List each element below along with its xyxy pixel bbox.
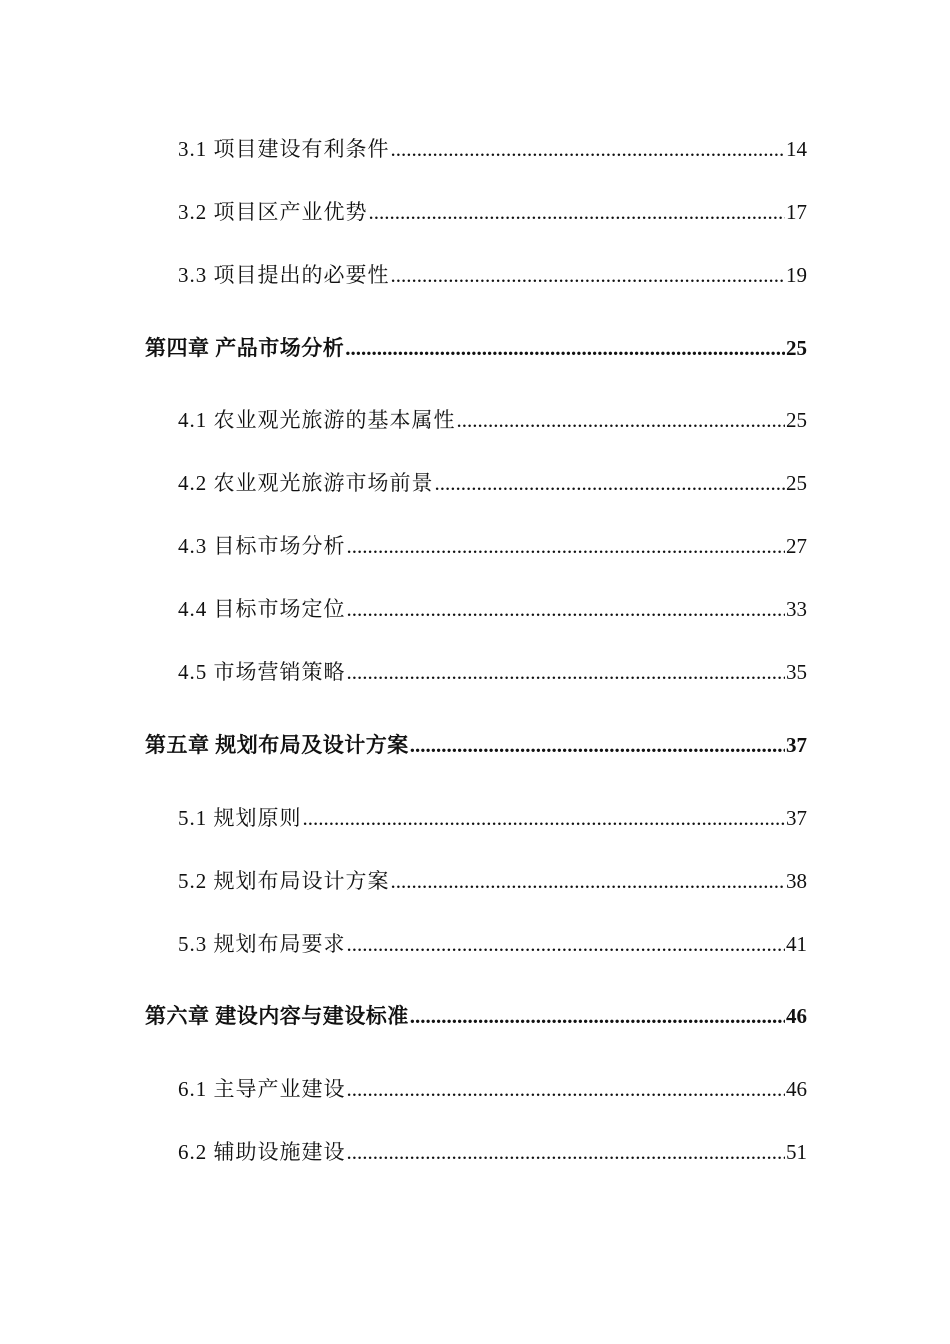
- toc-leader-dots: [391, 867, 786, 895]
- toc-entry-4-3[interactable]: [178, 532, 807, 560]
- toc-entry-4-2[interactable]: [178, 469, 807, 497]
- toc-entry-4-1[interactable]: [178, 406, 807, 434]
- toc-page-number: 25: [786, 336, 807, 360]
- toc-leader-dots: [345, 334, 785, 362]
- toc-entry-label: 4.2 农业观光旅游市场前景: [178, 471, 434, 495]
- toc-leader-dots: [347, 595, 786, 623]
- toc-entry-3-2[interactable]: [178, 198, 807, 226]
- toc-page-number: 46: [786, 1004, 807, 1028]
- toc-entry-5-3[interactable]: [178, 930, 807, 958]
- toc-page-number: 19: [786, 263, 807, 287]
- toc-leader-dots: [347, 930, 786, 958]
- toc-entry-label: 4.3 目标市场分析: [178, 534, 346, 558]
- toc-entry-label: 第四章 产品市场分析: [145, 336, 345, 360]
- toc-entry-6-1[interactable]: [178, 1075, 807, 1103]
- toc-entry-label: 6.1 主导产业建设: [178, 1077, 346, 1101]
- toc-entry-label: 第六章 建设内容与建设标准: [145, 1004, 409, 1028]
- toc-page-number: 37: [786, 733, 807, 757]
- toc-entry-label: 3.3 项目提出的必要性: [178, 263, 390, 287]
- toc-entry-4-4[interactable]: [178, 595, 807, 623]
- toc-leader-dots: [347, 532, 786, 560]
- toc-leader-dots: [391, 135, 786, 163]
- toc-leader-dots: [435, 469, 786, 497]
- toc-entry-chapter-4[interactable]: [145, 334, 807, 362]
- toc-entry-label: 第五章 规划布局及设计方案: [145, 733, 409, 757]
- toc-entry-chapter-6[interactable]: [145, 1002, 807, 1030]
- toc-entry-4-5[interactable]: [178, 658, 807, 686]
- toc-leader-dots: [347, 658, 786, 686]
- toc-page-number: 51: [786, 1140, 807, 1164]
- toc-page-number: 25: [786, 408, 807, 432]
- toc-page-number: 25: [786, 471, 807, 495]
- toc-page-number: 38: [786, 869, 807, 893]
- toc-entry-5-1[interactable]: [178, 804, 807, 832]
- toc-entry-chapter-5[interactable]: [145, 731, 807, 759]
- toc-entry-6-2[interactable]: [178, 1138, 807, 1166]
- toc-page-number: 35: [786, 660, 807, 684]
- toc-entry-3-1[interactable]: [178, 135, 807, 163]
- toc-entry-5-2[interactable]: [178, 867, 807, 895]
- toc-page-number: 46: [786, 1077, 807, 1101]
- toc-page-number: 41: [786, 932, 807, 956]
- toc-leader-dots: [347, 1075, 786, 1103]
- toc-entry-label: 3.2 项目区产业优势: [178, 200, 368, 224]
- toc-page-number: 27: [786, 534, 807, 558]
- toc-entry-label: 6.2 辅助设施建设: [178, 1140, 346, 1164]
- toc-entry-label: 3.1 项目建设有利条件: [178, 137, 390, 161]
- toc-entry-label: 4.1 农业观光旅游的基本属性: [178, 408, 456, 432]
- toc-page-number: 17: [786, 200, 807, 224]
- toc-entry-label: 4.4 目标市场定位: [178, 597, 346, 621]
- toc-page-number: 14: [786, 137, 807, 161]
- toc-entry-label: 5.3 规划布局要求: [178, 932, 346, 956]
- toc-entry-label: 5.1 规划原则: [178, 806, 302, 830]
- toc-leader-dots: [391, 261, 786, 289]
- toc-leader-dots: [303, 804, 786, 832]
- toc-leader-dots: [347, 1138, 786, 1166]
- toc-page-number: 33: [786, 597, 807, 621]
- toc-entry-label: 4.5 市场营销策略: [178, 660, 346, 684]
- toc-entry-3-3[interactable]: [178, 261, 807, 289]
- toc-leader-dots: [410, 1002, 785, 1030]
- toc-entry-label: 5.2 规划布局设计方案: [178, 869, 390, 893]
- toc-leader-dots: [369, 198, 786, 226]
- toc-leader-dots: [410, 731, 785, 759]
- toc-page-number: 37: [786, 806, 807, 830]
- toc-leader-dots: [457, 406, 786, 434]
